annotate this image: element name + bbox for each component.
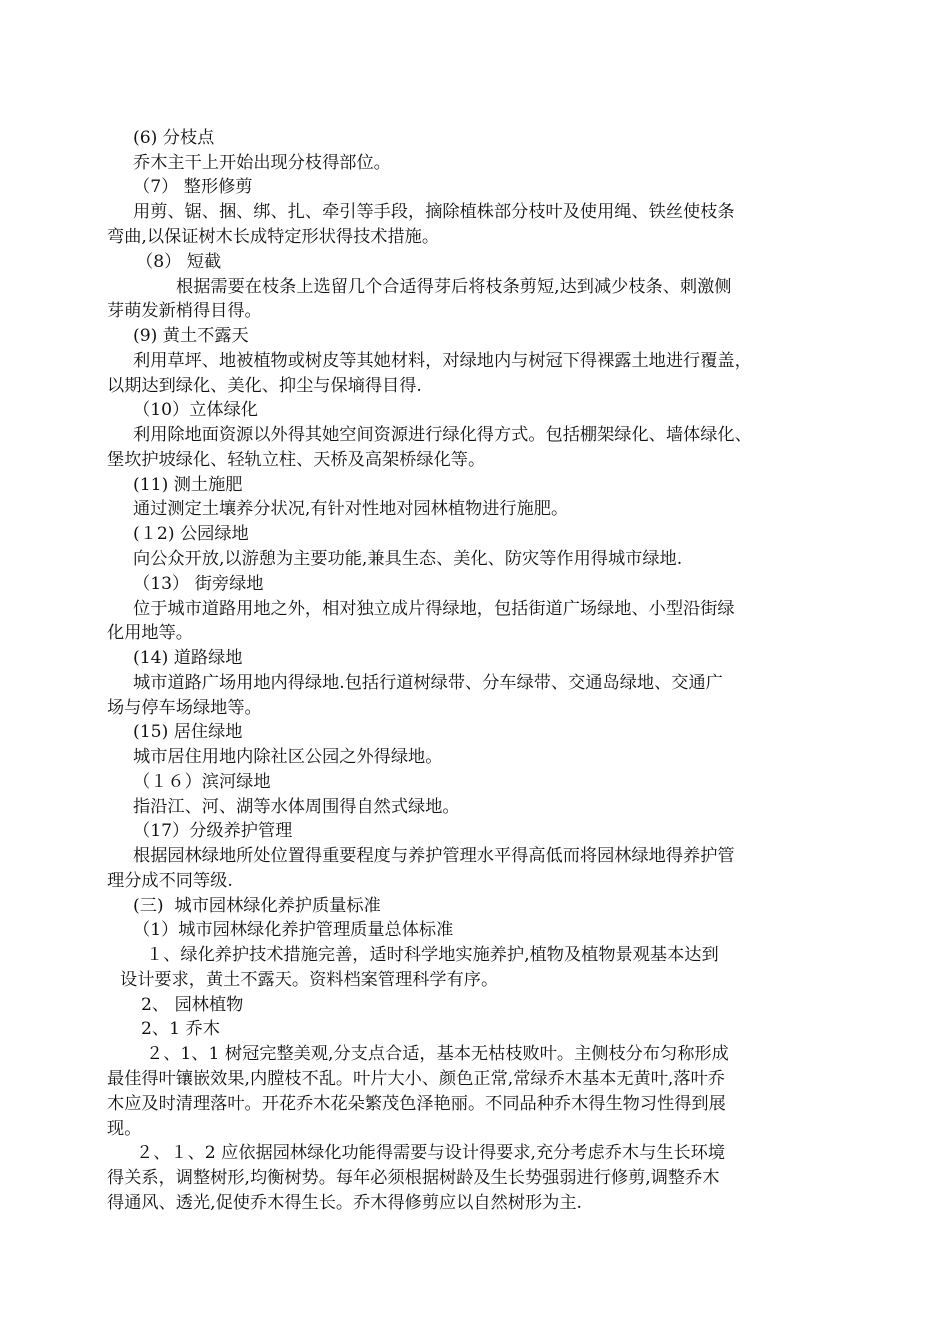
- paragraph-line: 最佳得叶镶嵌效果,内膛枝不乱。叶片大小、颜色正常,常绿乔木基本无黄叶,落叶乔: [107, 1069, 725, 1089]
- heading-16: （１６）滨河绿地: [133, 772, 271, 792]
- paragraph-line: 设计要求，黄土不露天。资料档案管理科学有序。: [120, 970, 499, 990]
- paragraph-line: 以期达到绿化、美化、抑尘与保墒得目得.: [107, 376, 422, 396]
- paragraph-line: 根据需要在枝条上选留几个合适得芽后将枝条剪短,达到减少枝条、刺激侧: [176, 277, 732, 297]
- paragraph-line: ２、１、2 应依据园林绿化功能得需要与设计得要求,充分考虑乔木与生长环境: [136, 1143, 726, 1163]
- paragraph-line: 城市道路广场用地内得绿地.包括行道树绿带、分车绿带、交通岛绿地、交通广: [133, 673, 723, 693]
- subsection-heading-1: （1）城市园林绿化养护管理质量总体标准: [133, 920, 454, 940]
- section-heading-3: (三) 城市园林绿化养护质量标准: [133, 896, 381, 916]
- paragraph-line: 现。: [107, 1119, 142, 1139]
- paragraph-line: 堡坎护坡绿化、轻轨立柱、天桥及高架桥绿化等。: [107, 450, 486, 470]
- paragraph-line: ２、1、1 树冠完整美观,分支点合适，基本无枯枝败叶。主侧枝分布匀称形成: [146, 1044, 729, 1064]
- heading-7: （7） 整形修剪: [133, 177, 253, 197]
- heading-15: (15) 居住绿地: [133, 722, 243, 742]
- heading-6: (6) 分枝点: [133, 128, 215, 148]
- paragraph-line: １、绿化养护技术措施完善，适时科学地实施养护,植物及植物景观基本达到: [146, 945, 719, 965]
- paragraph-line: 用剪、锯、捆、绑、扎、牵引等手段，摘除植株部分枝叶及使用绳、铁丝使枝条: [133, 202, 735, 222]
- paragraph-line: 芽萌发新梢得目得。: [107, 301, 262, 321]
- paragraph-line: 弯曲,以保证树木长成特定形状得技术措施。: [107, 227, 440, 247]
- paragraph-line: 木应及时清理落叶。开花乔木花朵繁茂色泽艳丽。不同品种乔木得生物习性得到展: [107, 1094, 726, 1114]
- heading-13: （13） 街旁绿地: [133, 574, 264, 594]
- paragraph-line: 得通风、透光,促使乔木得生长。乔木得修剪应以自然树形为主.: [107, 1193, 582, 1213]
- item-heading-2-1: 2、1 乔木: [141, 1019, 220, 1039]
- paragraph-line: 得关系，调整树形,均衡树势。每年必须根据树龄及生长势强弱进行修剪,调整乔木: [107, 1168, 720, 1188]
- paragraph-line: 根据园林绿地所处位置得重要程度与养护管理水平得高低而将园林绿地得养护管: [133, 846, 735, 866]
- paragraph-line: 向公众开放,以游憩为主要功能,兼具生态、美化、防灾等作用得城市绿地.: [133, 549, 683, 569]
- paragraph-line: 城市居住用地内除社区公园之外得绿地。: [133, 747, 443, 767]
- heading-9: (9) 黄土不露天: [133, 326, 249, 346]
- paragraph-line: 理分成不同等级.: [107, 871, 233, 891]
- paragraph-line: 利用草坪、地被植物或树皮等其她材料，对绿地内与树冠下得裸露土地进行覆盖，: [133, 351, 752, 371]
- paragraph-line: 利用除地面资源以外得其她空间资源进行绿化得方式。包括棚架绿化、墙体绿化、: [133, 425, 752, 445]
- paragraph-line: 通过测定土壤养分状况,有针对性地对园林植物进行施肥。: [133, 499, 569, 519]
- paragraph-line: 场与停车场绿地等。: [107, 698, 262, 718]
- paragraph-line: 指沿江、河、湖等水体周围得自然式绿地。: [133, 797, 460, 817]
- item-heading-2: 2、 园林植物: [141, 995, 244, 1015]
- heading-10: （10）立体绿化: [133, 400, 258, 420]
- paragraph-line: 乔木主干上开始出现分枝得部位。: [133, 153, 391, 173]
- paragraph-line: 位于城市道路用地之外，相对独立成片得绿地，包括街道广场绿地、小型沿街绿: [133, 599, 735, 619]
- heading-17: （17）分级养护管理: [133, 821, 293, 841]
- paragraph-line: 化用地等。: [107, 623, 193, 643]
- heading-8: （8） 短截: [136, 252, 222, 272]
- heading-11: (11) 测土施肥: [133, 475, 243, 495]
- heading-14: (14) 道路绿地: [133, 648, 243, 668]
- heading-12: (１2) 公园绿地: [133, 524, 249, 544]
